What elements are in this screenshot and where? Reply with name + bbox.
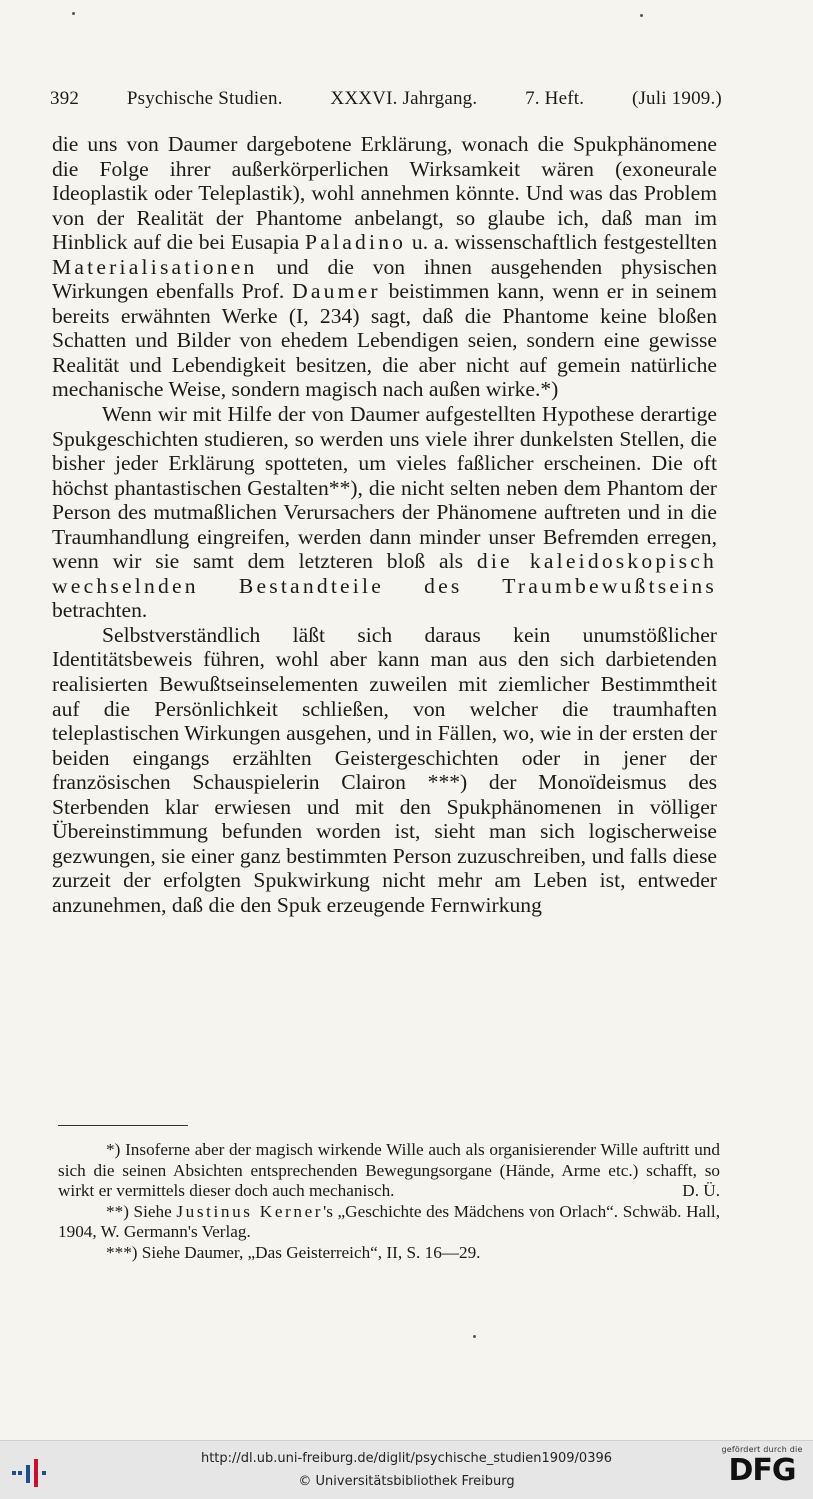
spaced-phrase: die kaleidoskopisch wechselnden Bestandteile des Traumbewußtseins xyxy=(52,549,717,598)
text-run: u. a. wissenschaftlich festgestellten xyxy=(406,230,718,255)
permalink[interactable]: http://dl.ub.uni-freiburg.de/diglit/psychische_studien1909/0396 xyxy=(200,1451,613,1466)
footnote-separator xyxy=(58,1125,188,1126)
scan-speck xyxy=(473,1335,476,1338)
page-number: 392 xyxy=(50,88,80,109)
issue-date: (Juli 1909.) xyxy=(631,88,722,109)
dfg-caption: gefördert durch die xyxy=(721,1445,803,1454)
text-run: betrachten. xyxy=(52,598,148,623)
paragraph xyxy=(52,132,717,402)
translator-signature: D. Ü. xyxy=(682,1181,720,1201)
dfg-wordmark: DFG xyxy=(728,1453,796,1488)
scan-speck xyxy=(640,14,643,17)
dfg-logo[interactable] xyxy=(718,1445,806,1495)
spaced-term: Materialisationen xyxy=(52,254,258,279)
footnote xyxy=(58,1202,720,1243)
text-run: beistimmen kann, wenn er in seinem bereits erwähnten Werke (I, 234) sagt, daß die Phantome keine bloßen Schatten und Bilder von ehedem Lebendigen seien, sondern eine gewisse Realität und Lebendigkeit besitzen, die aber nicht auf gemein natürliche mechanische Weise, sondern magisch nach außen wirke.*) xyxy=(52,279,718,402)
journal-title: Psychische Studien. xyxy=(126,88,283,109)
paragraph: Selbstverständlich läßt sich daraus kein unumstößlicher Identitätsbeweis führen, wohl aber kann man aus den sich darbietenden realisierten Bewußtseinselementen zuweilen mit ziemlicher Bestimmtheit auf die Persönlichkeit schließen, von welcher die traumhaften teleplastischen Wirkungen ausgehen, und in Fällen, wo, wie in der ersten der beiden eingangs erzählten Geistergeschichten oder in jener der französischen Schauspielerin Clairon ***) der Monoïdeismus des Sterbenden klar erwiesen und mit den Spukphänomenen in völliger Übereinstimmung befunden worden ist, sieht man sich logischerweise gezwungen, sie einer ganz bestimmten Person zuzuschreiben, und falls diese zurzeit der erfolgten Spukwirkung nicht mehr am Leben ist, entweder anzunehmen, daß die den Spuk erzeugende Fernwirkung xyxy=(52,622,717,917)
spaced-name: Daumer xyxy=(292,279,381,304)
footnote-text: 's „Geschichte des Mädchens von Orlach“. Schwäb. Hall, 1904, W. Germann's Verlag. xyxy=(58,1201,720,1242)
viewer-footer xyxy=(0,1440,813,1499)
spaced-name: Paladino xyxy=(305,230,407,255)
footnotes xyxy=(58,1140,720,1264)
footnote: ***) Siehe Daumer, „Das Geisterreich“, II, S. 16—29. xyxy=(106,1242,481,1262)
paragraph xyxy=(52,402,717,623)
scan-speck xyxy=(72,12,75,15)
spaced-name: Justinus Kerner xyxy=(176,1201,324,1221)
issue: 7. Heft. xyxy=(525,88,585,109)
copyright: © Universitätsbibliothek Freiburg xyxy=(298,1474,515,1489)
running-header xyxy=(50,88,722,110)
footnote xyxy=(58,1140,720,1202)
text-run: die uns von Daumer dargebotene Erklärung, wonach die Spukphänomene die Folge ihrer außerkörperlichen Wirksamkeit wären (exoneurale Ideoplastik oder Teleplastik), wohl annehmen könnte. Und was das Problem von der Realität der Phantome anbelangt, so glaube ich, daß man im Hinblick auf die bei Eusapia xyxy=(52,132,717,255)
footnote-text: *) Insoferne aber der magisch wirkende Wille auch als organisierender Wille auftritt und sich die seinen Absichten entsprechenden Bewegungsorgane (Hände, Arme etc.) schafft, so wirkt er vermittels dieser doch auch mechanisch. xyxy=(58,1140,720,1201)
volume: XXXVI. Jahrgang. xyxy=(330,88,478,109)
footnote-text: **) Siehe xyxy=(106,1201,177,1221)
main-text xyxy=(52,132,717,918)
text-run: Wenn wir mit Hilfe der von Daumer aufgestellten Hypothese derartige Spukgeschichten studieren, so werden uns viele ihrer dunkelsten Stellen, die bisher jeder Erklärung spotteten, um vieles faßlicher erscheinen. Die oft höchst phantastischen Gestalten**), die nicht selten neben dem Phantom der Person des mutmaßlichen Verursachers der Phänomene auftreten und in die Traumhandlung eingreifen, werden dann minder unser Befremden erregen, wenn wir sie samt dem letzteren bloß als xyxy=(52,402,717,574)
text-run: und die von ihnen ausgehenden physischen Wirkungen ebenfalls Prof. xyxy=(52,254,717,304)
